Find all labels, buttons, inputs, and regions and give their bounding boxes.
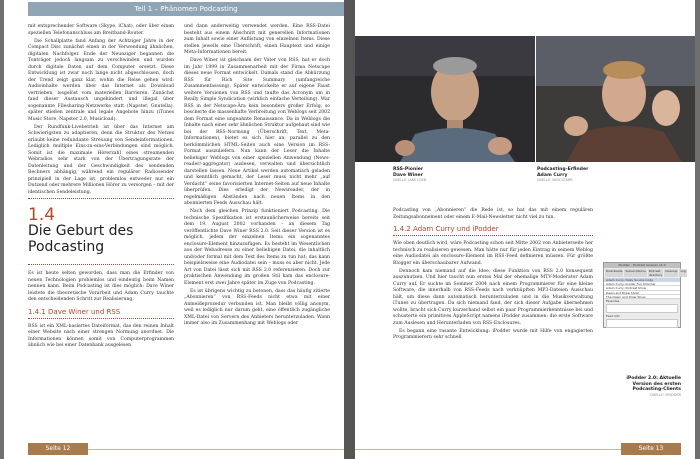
tab-podcast-directory[interactable]: Podcast directory [648, 269, 663, 277]
caption-dave-winer [393, 167, 426, 184]
photo-credit: QUELLE: IPODDER [650, 392, 681, 397]
portrait-image [355, 36, 535, 162]
paragraph: und dann anderweitig verwendet werden. Eine RSS-Datei besteht aus einem Abschnitt mit generellen Informationen zum Inhalt sowie einer Auflistung von einzelnen Items. Diese stellen jeweils eine Überschrift, einen Hauptext und einige Meta-Informationen bereit. [184, 24, 330, 55]
tab-downloads[interactable]: Downloads [605, 269, 623, 277]
paragraph: Dave Winer ist gleichsam der Vater von RSS, hat er doch im Jahr 1999 in Zusammenarbeit mit der Firma Netscape dieses neue Format entwickelt. Damals stand die Abkürzung RSS für Rich Site Summary (umfangreiche Zusammenfassung). Später entwickelte er auf eigene Faust weitere Versionen von RSS und taufte das Acronym um in Really Simple Syndication (wirklich einfache Verteilung). War RSS in der Netscape-Ära kein besonders großer Erfolg, so bescherte die massenhafte Verbreitung von Weblogs seit 2002 dem Format eine ungeahnte Renaissance. Da in Weblogs die Inhalte nach einer sehr ähnlichen Struktur aufgebaut sind wie bei der RSS-Normung (Überschrift, Text, Meta-Informationen), bietet es sich hier an, parallel zu den herkömmlichen HTML-Seiten auch eine Version im RSS-Format auszuliefern. Nun kann der Leser die Inhalte beliebiger Weblogs von einer speziellen Anwendung (News-reader/-aggregator) auslesen, verwalten und übersichtlich darstellen lassen. Neue Artikel werden automatisch geladen und kenntlich gemacht, der Leser muss nicht mehr „auf Verdacht“ seine favorisierten Internet-Seiten auf neue Inhalte überprüfen. Dies erledigt der Newsreader, der in regelmäßigen Abständen nach neuen Items in den abonnierten Feeds Ausschau hält. [184, 58, 330, 207]
paragraph: Dennoch kam niemand auf die Idee, diese Funktion von RSS 2.0 konsequent auszunutzen. Und hier taucht nun erstes Mal der ehemalige MTV-Moderator Adam Curry auf. Er suchte im Sommer 2004 nach einem Programmierer für eine kleine Software, die innerhalb von RSS-Feeds nach verknüpften MP3-Dateien Ausschau hält, um diese dann automatisch herunterzuladen und in die Musikverwaltung iTunes zu übertragen. Da sich niemand fand, der sich dieser Aufgabe übernehmen wollte, bracht sich Curry kurzerhand selbst ein paar Programmierkenntnisse bei und schusterte ein primitives AppleScript namens iPodder zusammen: die erste Software zum Auslesen und Herunterladen von RSS-Enclosures. [393, 268, 593, 326]
subsection-title: 1.4.1 Dave Winer und RSS [28, 307, 121, 316]
subsection-divider [28, 318, 174, 319]
photo-dave-winer [355, 36, 535, 162]
paragraph: Podcasting von „Abonnieren“ die Rede ist, so hat das mit einem regulären Zeitungsabonnement oder einem E-Mail-Newsletter nicht viel zu tun. [393, 208, 593, 220]
paragraph: Es ist übrigens wichtig zu betonen, dass das häufig zitierte „Abonnieren“ von RSS-Feeds nicht etwa mit einer Anmeldeprozedur verbunden ist. Man bleibt völlig anonym, weil es lediglich nur darum geht, eine öffentlich zugängliche XML-Datei von Servern des Anbieters herunterzuladen. Wann immer also im Zusammenhang mit Weblogs oder [184, 288, 330, 327]
caption-title: Podcasting-Erfinder [537, 167, 589, 172]
caption-person: Adam Curry [537, 172, 568, 178]
tab-log[interactable]: Log [679, 269, 686, 277]
paragraph: RSS ist ein XML-basiertes Dateiformat, das den reinen Inhalt einer Website nach einer strengen Normung anordnet. Die Informationen können somit von Computerprogrammen ähnlich wie bei einer Datenbank ausgelesen [28, 323, 174, 349]
feed-info-panel [606, 319, 678, 328]
left-page [4, 0, 344, 459]
page-number-left: Seite 12 [28, 443, 88, 455]
caption-line: iPodder 2.0: Aktuelle [626, 376, 681, 381]
feed-row[interactable]: Dawn and Drew Show [604, 291, 680, 295]
page-number-right: Seite 13 [621, 443, 681, 455]
feed-row[interactable]: Adam Curry: Daily Source Code [604, 278, 680, 282]
episodes-list[interactable] [606, 304, 678, 313]
paragraph: Nach dem gleichen Prinzip funktioniert Podcasting. Die technische Spezifikation ist erstaunlicherweise bereits seit dem 19. August 2002 vorhanden – an diesem Tag veröffentlichte Dave Winer RSS 2.0. Seit dieser Version ist es möglich, jedem der einzelnen Items ein sogenanntes enclosure-Element hinzuzufügen. Es besteht im Wesentlichen aus der Webadresse zu einer beliebigen Datei, die inhaltlich und/oder formal mit dem Text des Items zu tun hat; das kann beispielsweise eine Audiodatei sein – muss es aber nicht. Jede Art von Datei lässt sich mit RSS 2.0 referenzieren. Doch zur praktischen Anwendung im großen Stil kam das enclosure-Element erst zwei Jahre später im Zuge von Podcasting. [184, 209, 330, 286]
feed-row[interactable]: Adam Curry: Podcast Show [604, 286, 680, 290]
photo-credit: QUELLE: NICK STARR [537, 178, 573, 183]
right-page [355, 0, 695, 459]
paragraph: Es ist heute selten geworden, dass man die Erfinder von neuen Technologien problemlos und eindeutig beim Namen nennen kann. Beim Podcasting ist dies möglich: Dave Winer leistete die theoretische Vorarbeit und Adam Curry tauchte den entscheidenden Schritt zur Realisierung. [28, 271, 174, 303]
section-divider [28, 198, 174, 199]
right-column-1 [393, 208, 593, 343]
tab-subscriptions[interactable]: Subscriptions [624, 269, 646, 277]
window-titlebar: iPodder – Podcast receiver v1.0 [604, 263, 680, 268]
tab-cleanup[interactable]: Cleanup [664, 269, 678, 277]
feed-row[interactable]: The Dawn and Drew Show [604, 295, 680, 299]
paragraph: Die Schallplatte fand Anfang der Achtziger Jahre in der Compact Disc zunächst einen in der Verwendung ähnlichen, digitalen Nachfolger. Ende der Neunziger begannen die Tonträger jedoch langsam zu verschwinden und wurden durch digitale Daten auf dem Computer ersetzt. Diese Entwicklung ist zwar noch lange nicht abgeschlossen, doch der Trend zeigt ganz klar, wohin die Reise gehen wird: Audioinhalte werden über das Internet als Download vertrieben, losgelöst vom materiellen Barrieren. Zunächst fand dieser Austausch ungehindert und illegal über sogenannte Filesharing-Netzwerke statt (Napster, Gnutella), später stießen zentrale und legale Angebote hinzu (iTunes Music Store, Napster 2.0, Musicload). [28, 38, 174, 122]
running-header: Teil 1 – Phänomen Podcasting [28, 2, 344, 16]
paragraph: Es begann eine rasante Entwicklung: iPodder wurde mit Hilfe von engagierten Programmierern sehr schnell [393, 328, 593, 341]
section-title-line2: Podcasting [28, 238, 105, 255]
feed-info-label: Feed Info [606, 313, 620, 318]
section-divider [28, 264, 174, 265]
caption-person: Dave Winer [393, 172, 423, 178]
caption-title: RSS-Pionier [393, 167, 424, 172]
caption-adam-curry [537, 167, 588, 184]
screenshot-caption [601, 376, 681, 398]
portrait-image [536, 36, 695, 162]
subsection-divider [393, 235, 593, 236]
photo-credit: QUELLE: JAKE LOEB [393, 178, 427, 183]
paragraph: Der Rundfunk-Livebetrieb ist über das Internet am Schwierigsten zu adaptieren, denn die Struktur des Netzes erlaubt keine redundante Streuung von Sendeinformationen. Lediglich multiple Eins-zu-eins-Verbindungen sind möglich. Somit ist die maximale Hörerzahl eines streamenden Webradios sehr stark von der Übertragungsrate der Datenleitung und der Geschwindigkeit des sendenden Rechners abhängig, während ein regulärer Radiosender prinzipiell in der Lage ist, problemlos entweder nur ein Dutzend oder mehrere Millionen Hörer zu versorgen – mit der identischen Sendeleistung. [28, 124, 174, 195]
ipodder-screenshot [603, 262, 686, 328]
caption-line: Version des ersten [632, 381, 681, 387]
app-tabs [604, 268, 686, 278]
paragraph: mit entsprechender Software (Skype, iChat), oder über einen speziellen Telefonanschluss am Breitband-Router. [28, 24, 174, 36]
feed-row[interactable]: Adam Curry: Insider Fun Channel [604, 282, 680, 286]
book-gutter [344, 0, 355, 459]
section-number: 1.4 [28, 205, 56, 226]
left-column-1 [28, 24, 174, 351]
episodes-label: Episodes [606, 298, 620, 303]
photo-adam-curry [536, 36, 695, 162]
paragraph: Wie oben deutlich wird, wäre Podcasting schon seit Mitte 2002 von Anbieterseite her technisch zu realisieren gewesen. Man hätte nur für jeden Eintrag in seinem Weblog eine Audiodatei als enclosure-Element im RSS-Feed definieren müssen. Für größte Blogger ein überschaubarer Aufwand. [393, 241, 593, 266]
section-title-line1: Die Geburt des [28, 223, 134, 240]
caption-line: Podcasting-Clients [632, 387, 681, 393]
left-column-2 [184, 24, 330, 329]
subsection-title: 1.4.2 Adam Curry und iPodder [393, 225, 499, 233]
